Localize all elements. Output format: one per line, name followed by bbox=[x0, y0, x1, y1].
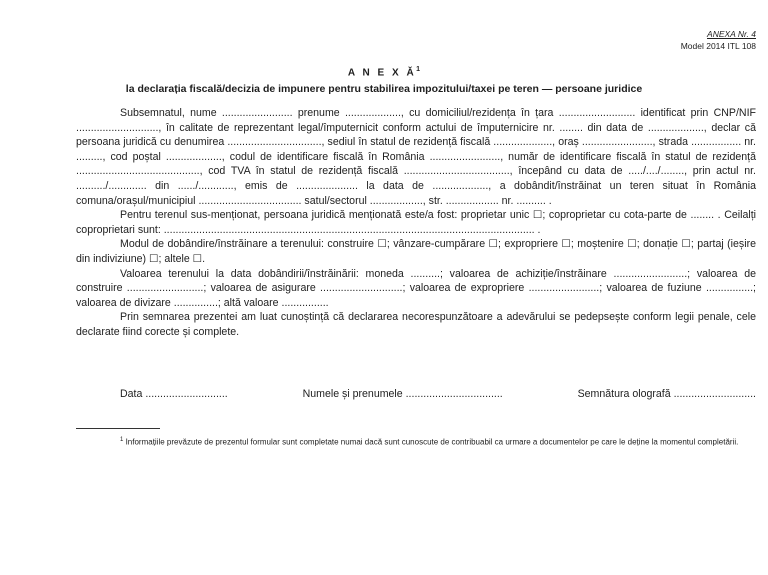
paragraph-attestation: Prin semnarea prezentei am luat cunoștință că declararea necorespunzătoare a adevărului se pedepsește conform legii penale, cele declarate fiind corecte și complete. bbox=[76, 311, 756, 338]
document-title bbox=[0, 66, 768, 78]
footnote-text: Informațiile prevăzute de prezentul formular sunt completate numai dacă sunt cunoscute de contribuabil ca urmare a documentelor pe care le deține la momentul completării. bbox=[125, 437, 739, 447]
annex-number: ANEXA Nr. 4 bbox=[707, 29, 756, 39]
footnote bbox=[76, 435, 756, 448]
paragraph-acquisition-mode: Modul de dobândire/înstrăinare a terenului: construire ☐; vânzare-cumpărare ☐; expropriere ☐; moștenire ☐; donație ☐; partaj (ieșire din indiviziune) ☐; altele ☐. bbox=[76, 238, 756, 265]
date-field: Data ............................ bbox=[120, 388, 228, 400]
footnote-divider bbox=[76, 428, 160, 429]
title-footnote-mark: 1 bbox=[416, 66, 421, 73]
title-text: A N E X Ă bbox=[347, 67, 417, 79]
name-field: Numele și prenumele ................................. bbox=[302, 388, 503, 400]
form-body bbox=[76, 106, 756, 340]
signature-field: Semnătura olografă ............................ bbox=[577, 388, 756, 400]
signature-row bbox=[120, 388, 756, 400]
model-code: Model 2014 ITL 108 bbox=[680, 41, 756, 51]
paragraph-declarant: Subsemnatul, nume ........................ prenume ..................., cu domiciliul/rezidența în țara .......................... identificat prin CNP/NIF ............................, în calitate de reprezentant legal/împuternicit conform actului de împuternicire nr. ........ din data de ..................., declar că persoana juridică cu denumirea ................................, sediul în statul de rezidență fiscală ...................., oraș ........................, strada ................. nr. ........., cod poștal ..................., codul de identificare fiscală în România ........................, număr de identificare fiscală în statul de rezidență .........................................., cod TVA în statul de rezidență fiscală ...................................., începând cu data de ...../..../........, prin actul nr. ........../............. din ....../............, emis de ..................... la data de ..................., a dobândit/înstrăinat un teren situat în România comuna/orașul/municipiul ................................... satul/sectorul .................., str. .................. nr. .......... . bbox=[76, 107, 756, 207]
paragraph-land-value: Valoarea terenului la data dobândirii/înstrăinării: moneda ..........; valoarea de achiziție/înstrăinare .........................; valoarea de construire ..........................; valoarea de asigurare ............................; valoarea de expropriere ........................; valoarea de fuziune ................; valoarea de divizare ...............; altă valoare ................ bbox=[76, 267, 756, 309]
document-subtitle: la declarația fiscală/decizia de impunere pentru stabilirea impozitului/taxei pe teren — persoane juridice bbox=[125, 83, 643, 95]
paragraph-ownership: Pentru terenul sus-menționat, persoana juridică menționată este/a fost: proprietar unic ☐; coproprietar cu cota-parte de ........ . Ceilalți coproprietari sunt: .............................................................................................................................. . bbox=[76, 209, 756, 236]
footnote-mark: 1 bbox=[120, 437, 124, 443]
header-annex-info bbox=[681, 28, 756, 52]
